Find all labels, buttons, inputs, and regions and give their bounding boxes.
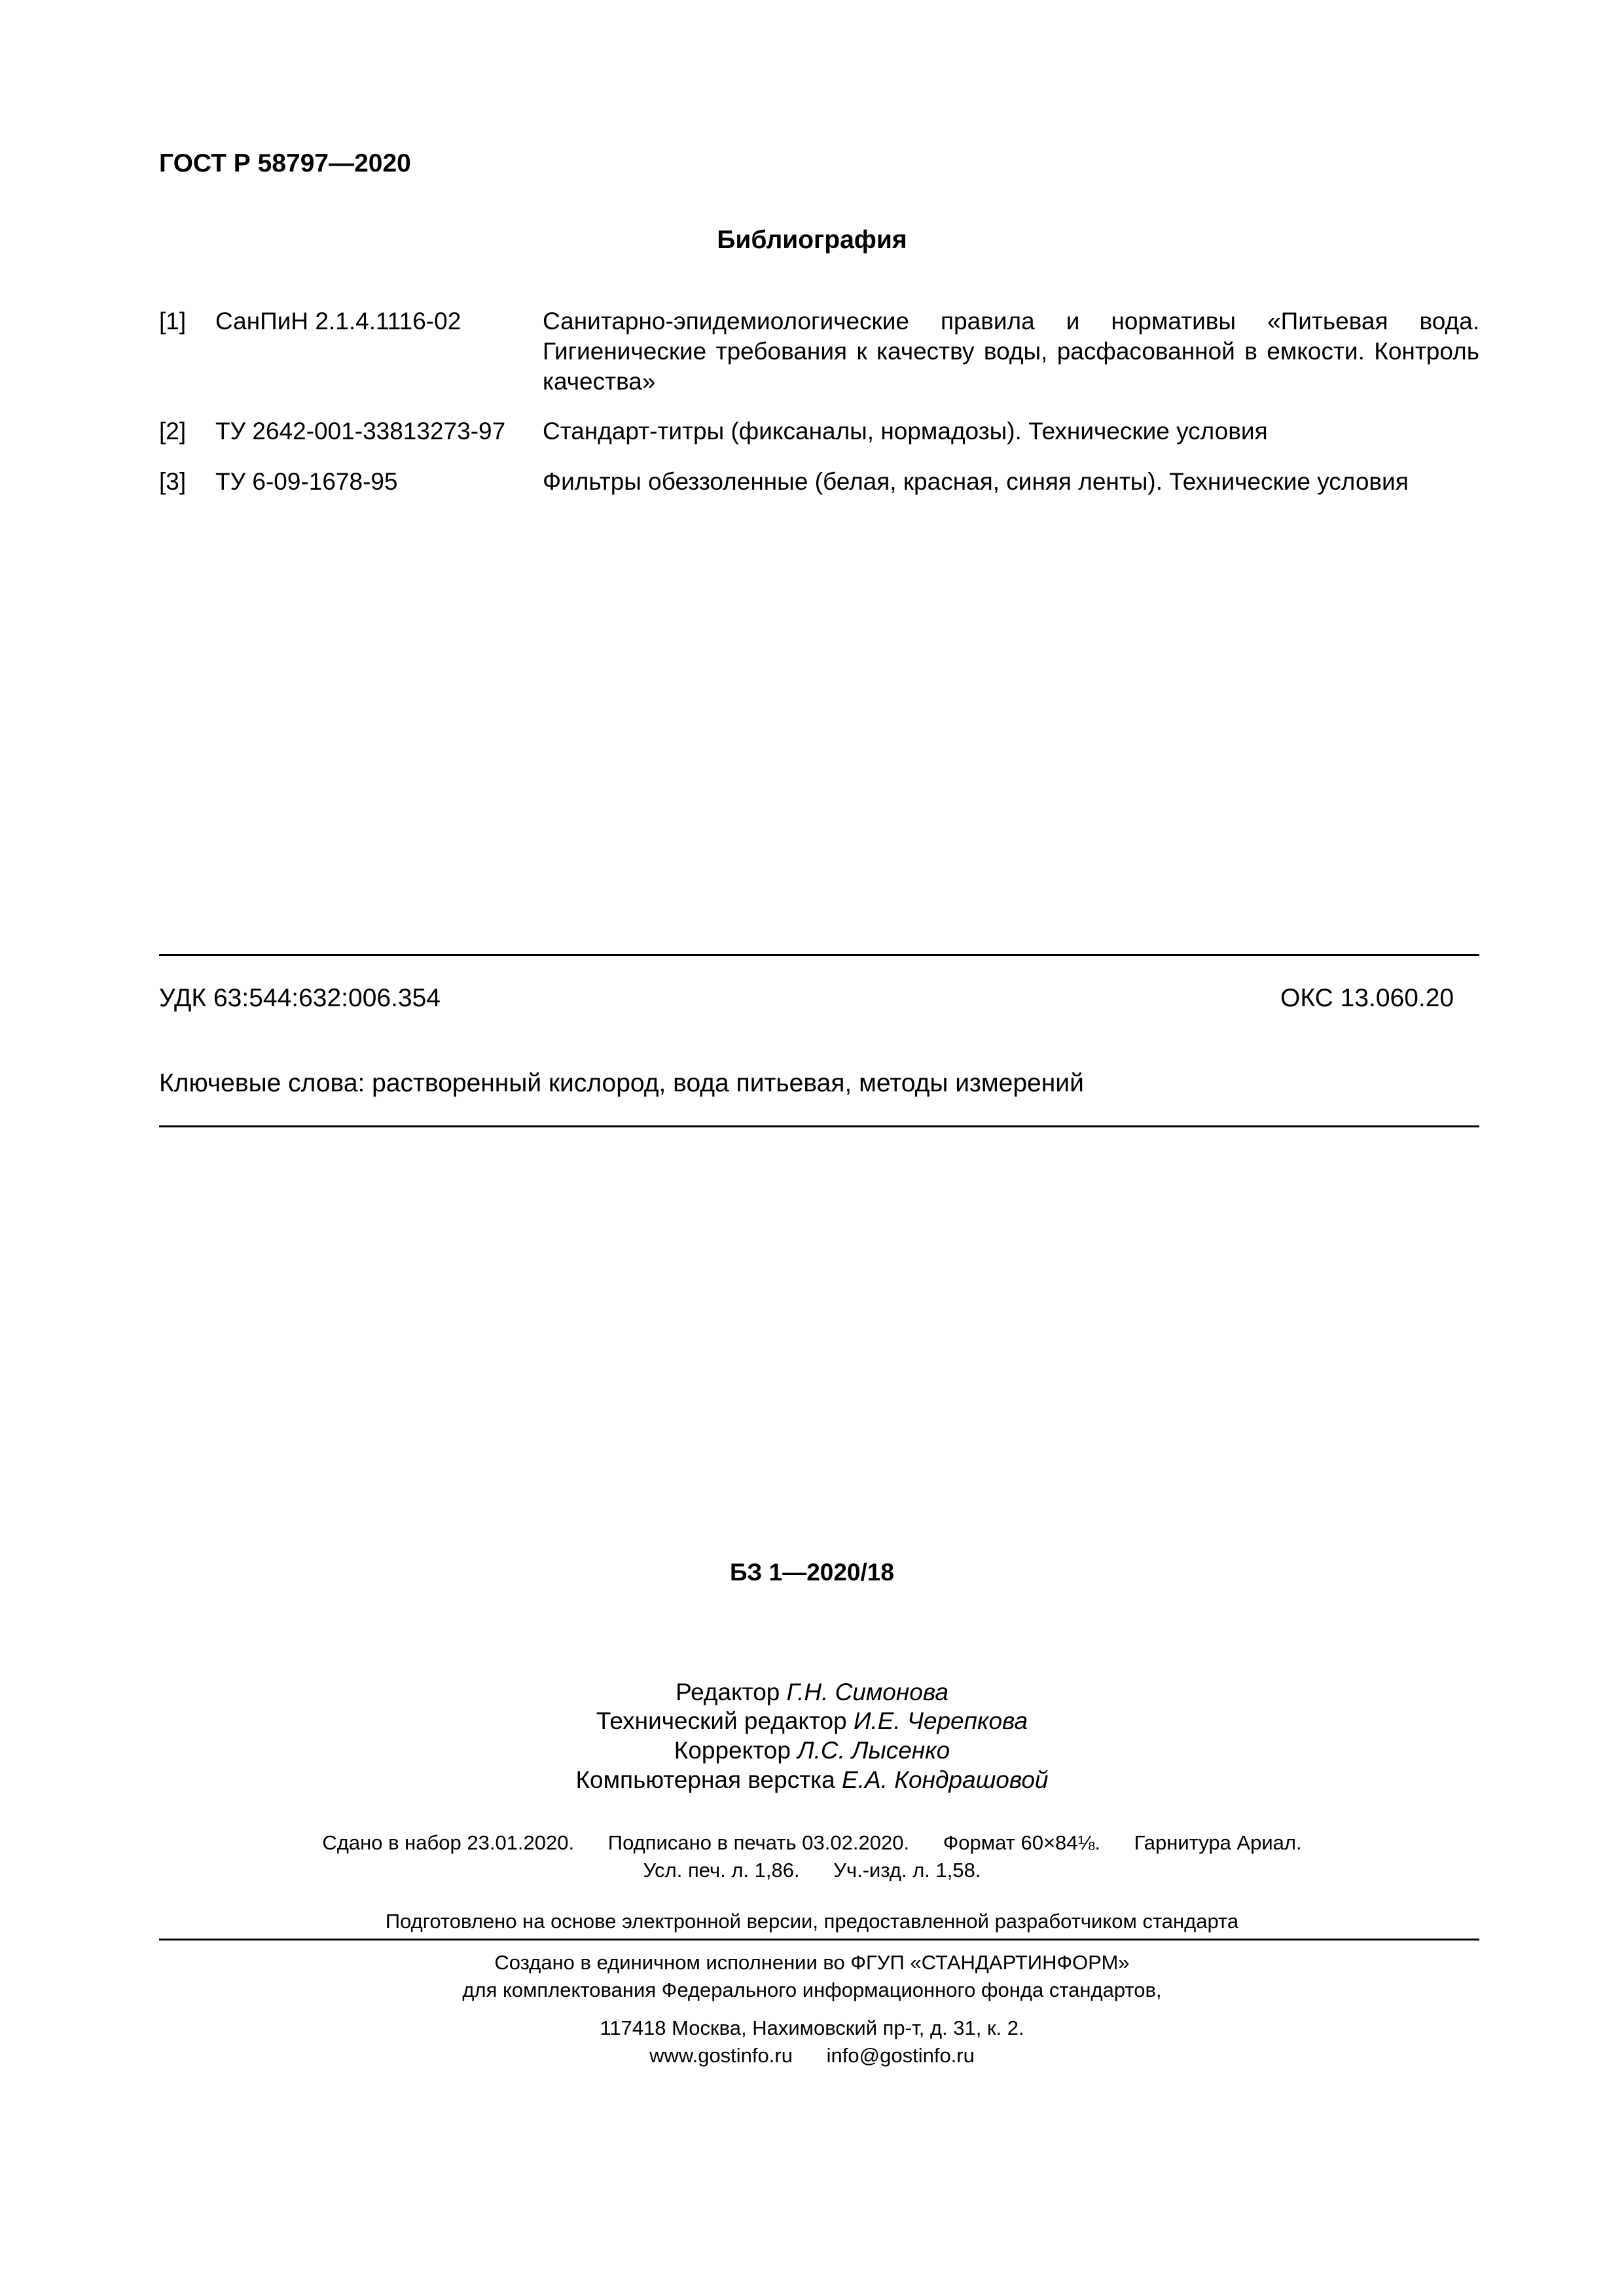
- bottom-divider: [159, 1125, 1479, 1127]
- staff-name: Е.А. Кондрашовой: [842, 1766, 1049, 1793]
- entry-code: СанПиН 2.1.4.1116-02: [215, 308, 461, 335]
- entry-description: Санитарно-эпидемиологические правила и нормативы «Питьевая вода. Гигиенические требования к качеству воды, расфасованной в емкости. Контроль качества»: [543, 308, 1479, 395]
- entry-description: Стандарт-титры (фиксаналы, нормадозы). Технические условия: [543, 418, 1268, 445]
- top-divider: [159, 954, 1479, 956]
- publisher-contacts: [0, 2044, 1624, 2068]
- bibliography-entry: [159, 416, 1479, 446]
- website-link[interactable]: www.gostinfo.ru: [649, 2044, 793, 2067]
- udk-code: УДК 63:544:632:006.354: [159, 984, 441, 1012]
- publisher-address: 117418 Москва, Нахимовский пр-т, д. 31, к. 2.: [600, 2016, 1024, 2039]
- entry-code: ТУ 2642-001-33813273-97: [215, 418, 506, 445]
- bibliography-entry: [159, 306, 1479, 398]
- entry-number: [3]: [159, 468, 187, 495]
- bz-number: БЗ 1—2020/18: [730, 1559, 894, 1586]
- entry-code: ТУ 6-09-1678-95: [215, 468, 398, 495]
- staff-name: И.Е. Черепкова: [854, 1707, 1028, 1734]
- print-details-line-2: Усл. печ. л. 1,86. Уч.-изд. л. 1,58.: [643, 1859, 981, 1882]
- email-link[interactable]: info@gostinfo.ru: [826, 2044, 975, 2067]
- staff-line-proofreader: [0, 1737, 1624, 1764]
- staff-role: Редактор: [676, 1679, 780, 1705]
- staff-line-editor: [0, 1679, 1624, 1706]
- imprint-divider: [159, 1939, 1479, 1941]
- staff-name: Г.Н. Симонова: [786, 1679, 948, 1705]
- staff-role: Корректор: [674, 1737, 791, 1764]
- entry-number: [1]: [159, 308, 187, 335]
- staff-line-tech-editor: [0, 1707, 1624, 1735]
- staff-name: Л.С. Лысенко: [797, 1737, 950, 1764]
- bibliography-title: Библиография: [717, 226, 907, 254]
- staff-line-layout: [0, 1766, 1624, 1794]
- print-details-line-1: Сдано в набор 23.01.2020. Подписано в печать 03.02.2020. Формат 60×84⅛. Гарнитура Ариал.: [322, 1831, 1302, 1854]
- prepared-note: Подготовлено на основе электронной версии, предоставленной разработчиком стандарта: [385, 1910, 1239, 1933]
- publisher-line-2: для комплектования Федерального информационного фонда стандартов,: [462, 1978, 1162, 2001]
- staff-role: Компьютерная верстка: [575, 1766, 835, 1793]
- entry-description: Фильтры обеззоленные (белая, красная, синяя ленты). Технические условия: [543, 468, 1409, 495]
- publisher-line-1: Создано в единичном исполнении во ФГУП «СТАНДАРТИНФОРМ»: [494, 1951, 1130, 1974]
- staff-role: Технический редактор: [596, 1707, 847, 1734]
- document-code: ГОСТ Р 58797—2020: [159, 149, 411, 177]
- bibliography-entry: [159, 467, 1479, 497]
- entry-number: [2]: [159, 418, 187, 445]
- keywords-line: Ключевые слова: растворенный кислород, вода питьевая, методы измерений: [159, 1069, 1084, 1097]
- oks-code: ОКС 13.060.20: [1280, 984, 1454, 1012]
